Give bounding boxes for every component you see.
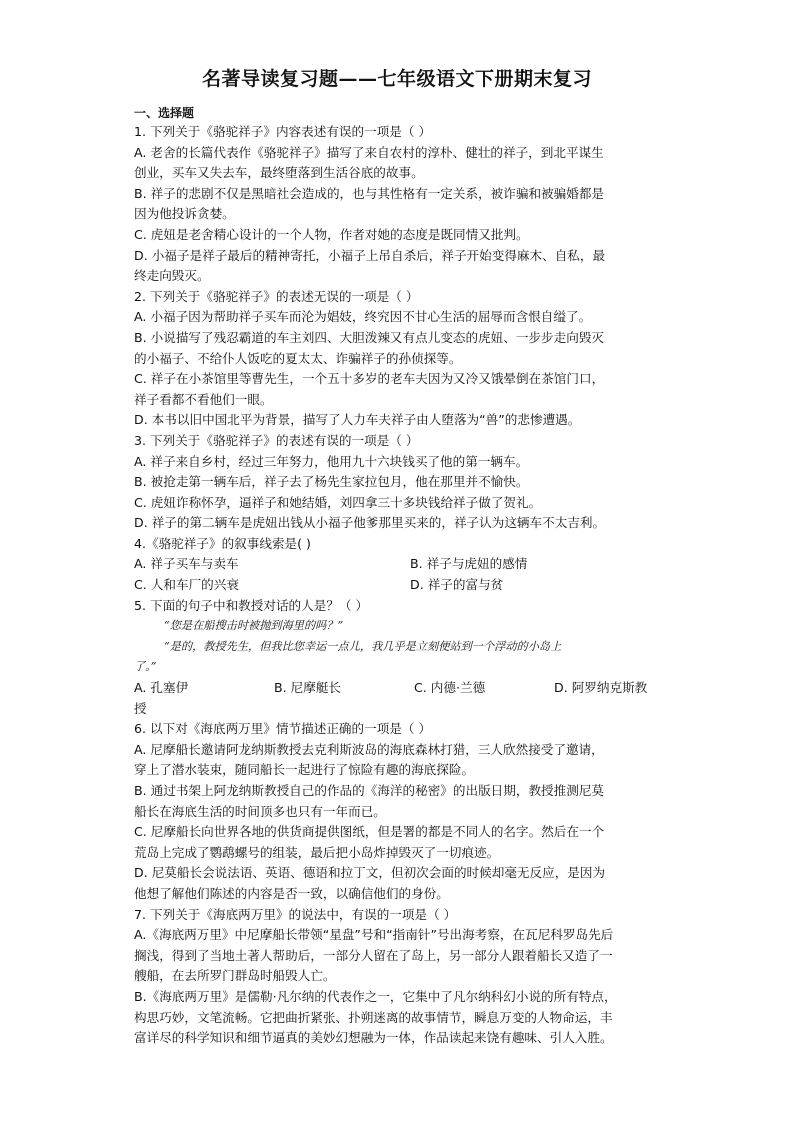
question-7-stem: 7. 下列关于《海底两万里》的说法中，有误的一项是（ ）	[134, 906, 457, 922]
question-2-option-c: C. 祥子在小茶馆里等曹先生，一个五十多岁的老车夫因为又冷又饿晕倒在茶馆门口，	[134, 371, 605, 387]
question-3-option-a: A. 祥子来自乡村，经过三年努力，他用九十六块钱买了他的第一辆车。	[134, 453, 529, 469]
page-title: 名著导读复习题——七年级语文下册期末复习	[201, 68, 592, 90]
question-1-option-b: B. 祥子的悲剧不仅是黑暗社会造成的，也与其性格有一定关系，被诈骗和被骗婚都是	[134, 185, 605, 201]
question-2-option-d: D. 本书以旧中国北平为背景，描写了人力车夫祥子由人堕落为“兽”的悲惨遭遇。	[134, 412, 581, 428]
question-7-option-a: A.《海底两万里》中尼摩船长带领“星盘”号和“指南针”号出海考察，在瓦尼科罗岛先后	[134, 927, 614, 943]
question-3-option-d: D. 祥子的第二辆车是虎妞出钱从小福子他爹那里买来的，祥子认为这辆车不太吉利。	[134, 515, 606, 531]
question-6-option-d-cont: 他想了解他们陈述的内容是否一致，以确信他们的身份。	[134, 885, 449, 901]
question-4-options-row-1	[134, 554, 660, 575]
question-1-option-a-cont: 创业，买车又失去车，最终堕落到生活谷底的故事。	[134, 165, 424, 181]
question-5-stem: 5. 下面的句子中和教授对话的人是？（ ）	[134, 597, 369, 613]
question-5-option-d: D. 阿罗纳克斯教	[554, 680, 648, 696]
question-2-option-b: B. 小说描写了残忍霸道的车主刘四、大胆泼辣又有点儿变态的虎妞、一步步走向毁灭	[134, 329, 605, 345]
question-4-option-b: B. 祥子与虎妞的感情	[410, 556, 528, 572]
question-7-option-a-cont-2: 艘船，在去所罗门群岛时船毁人亡。	[134, 968, 336, 984]
question-7-option-b: B.《海底两万里》是儒勒·凡尔纳的代表作之一，它集中了凡尔纳科幻小说的所有特点，	[134, 988, 617, 1004]
question-2-stem: 2. 下列关于《骆驼祥子》的表述无误的一项是（ ）	[134, 288, 419, 304]
question-6-option-d: D. 尼莫船长会说法语、英语、德语和拉丁文，但初次会面的时候却毫无反应，是因为	[134, 865, 606, 881]
question-5-quote-2-cont: 了。”	[134, 660, 157, 674]
question-2-option-c-cont: 祥子看都不看他们一眼。	[134, 391, 273, 407]
question-3-stem: 3. 下列关于《骆驼祥子》的表述有误的一项是（ ）	[134, 432, 419, 448]
question-list	[134, 122, 660, 1049]
question-1-option-a: A. 老舍的长篇代表作《骆驼祥子》描写了来自农村的淳朴、健壮的祥子，到北平谋生	[134, 144, 604, 160]
question-7-option-a-cont: 搁浅，得到了当地土著人帮助后，一部分人留在了岛上，另一部分人跟着船长又造了一	[134, 947, 613, 963]
question-5-option-a: A. 孔塞伊	[134, 680, 189, 696]
question-4-options-row-2	[134, 575, 660, 596]
question-6-stem: 6. 以下对《海底两万里》情节描述正确的一项是（ ）	[134, 721, 432, 737]
question-2-option-b-cont: 的小福子、不给仆人饭吃的夏太太、诈骗祥子的孙侦探等。	[134, 350, 462, 366]
question-6-option-c-cont: 荒岛上完成了鹦鹉螺号的组装，最后把小岛炸掉毁灭了一切痕迹。	[134, 844, 500, 860]
question-1-option-d-cont: 终走向毁灭。	[134, 268, 210, 284]
question-6-option-a: A. 尼摩船长邀请阿龙纳斯教授去克利斯波岛的海底森林打猎，三人欣然接受了邀请，	[134, 741, 604, 757]
question-7-option-b-cont: 构思巧妙，文笔流畅。它把曲折紧张、扑朔迷离的故事情节，瞬息万变的人物命运，丰	[134, 1009, 613, 1025]
question-5-quote-2: “是的，教授先生，但我比您幸运一点儿，我几乎是立刻便站到一个浮动的小岛上	[164, 639, 562, 653]
question-6-option-a-cont: 穿上了潜水装束，随同船长一起进行了惊险有趣的海底探险。	[134, 762, 475, 778]
question-5-option-d-cont: 授	[134, 700, 147, 716]
question-5-quote-1: “您是在船搜击时被抛到海里的吗？”	[164, 619, 344, 633]
question-1-option-b-cont: 因为他投诉贪婪。	[134, 206, 235, 222]
question-3-option-c: C. 虎妞诈称怀孕，逼祥子和她结婚，刘四拿三十多块钱给祥子做了贺礼。	[134, 494, 542, 510]
question-6-option-b: B. 通过书架上阿龙纳斯教授自己的作品的《海洋的秘密》的出版日期，教授推测尼莫	[134, 783, 605, 798]
question-5-option-b: B. 尼摩艇长	[274, 680, 342, 696]
question-4-option-c: C. 人和车厂的兴衰	[134, 577, 239, 593]
question-7-option-b-cont-2: 富详尽的科学知识和细节逼真的美妙幻想融为一体，作品读起来饶有趣味、引人入胜。	[134, 1030, 613, 1046]
question-5-options-row	[134, 678, 660, 699]
question-4-option-d: D. 祥子的富与贫	[410, 577, 504, 593]
question-4-option-a: A. 祥子买车与卖车	[134, 556, 239, 572]
question-1-option-d: D. 小福子是祥子最后的精神寄托，小福子上吊自杀后，祥子开始变得麻木、自私，最	[134, 247, 606, 263]
section-heading: 一、选择题	[134, 106, 195, 120]
question-6-option-c: C. 尼摩船长向世界各地的供货商提供图纸，但是署的都是不同人的名字。然后在一个	[134, 824, 605, 840]
question-1-option-c: C. 虎妞是老舍精心设计的一个人物，作者对她的态度是既同情又批判。	[134, 226, 529, 242]
question-4-stem: 4.《骆驼祥子》的叙事线索是( )	[134, 535, 311, 551]
question-1-stem: 1. 下列关于《骆驼祥子》内容表述有误的一项是（ ）	[134, 124, 432, 139]
question-5-option-c: C. 内德·兰德	[414, 680, 486, 696]
question-3-option-b: B. 被抢走第一辆车后，祥子去了杨先生家拉包月，他在那里并不愉快。	[134, 474, 529, 490]
question-2-option-a: A. 小福子因为帮助祥子买车而沦为娼妓，终究因不甘心生活的屈辱而含恨自缢了。	[134, 309, 592, 325]
question-6-option-b-cont: 船长在海底生活的时间顶多也只有一年而已。	[134, 803, 386, 819]
